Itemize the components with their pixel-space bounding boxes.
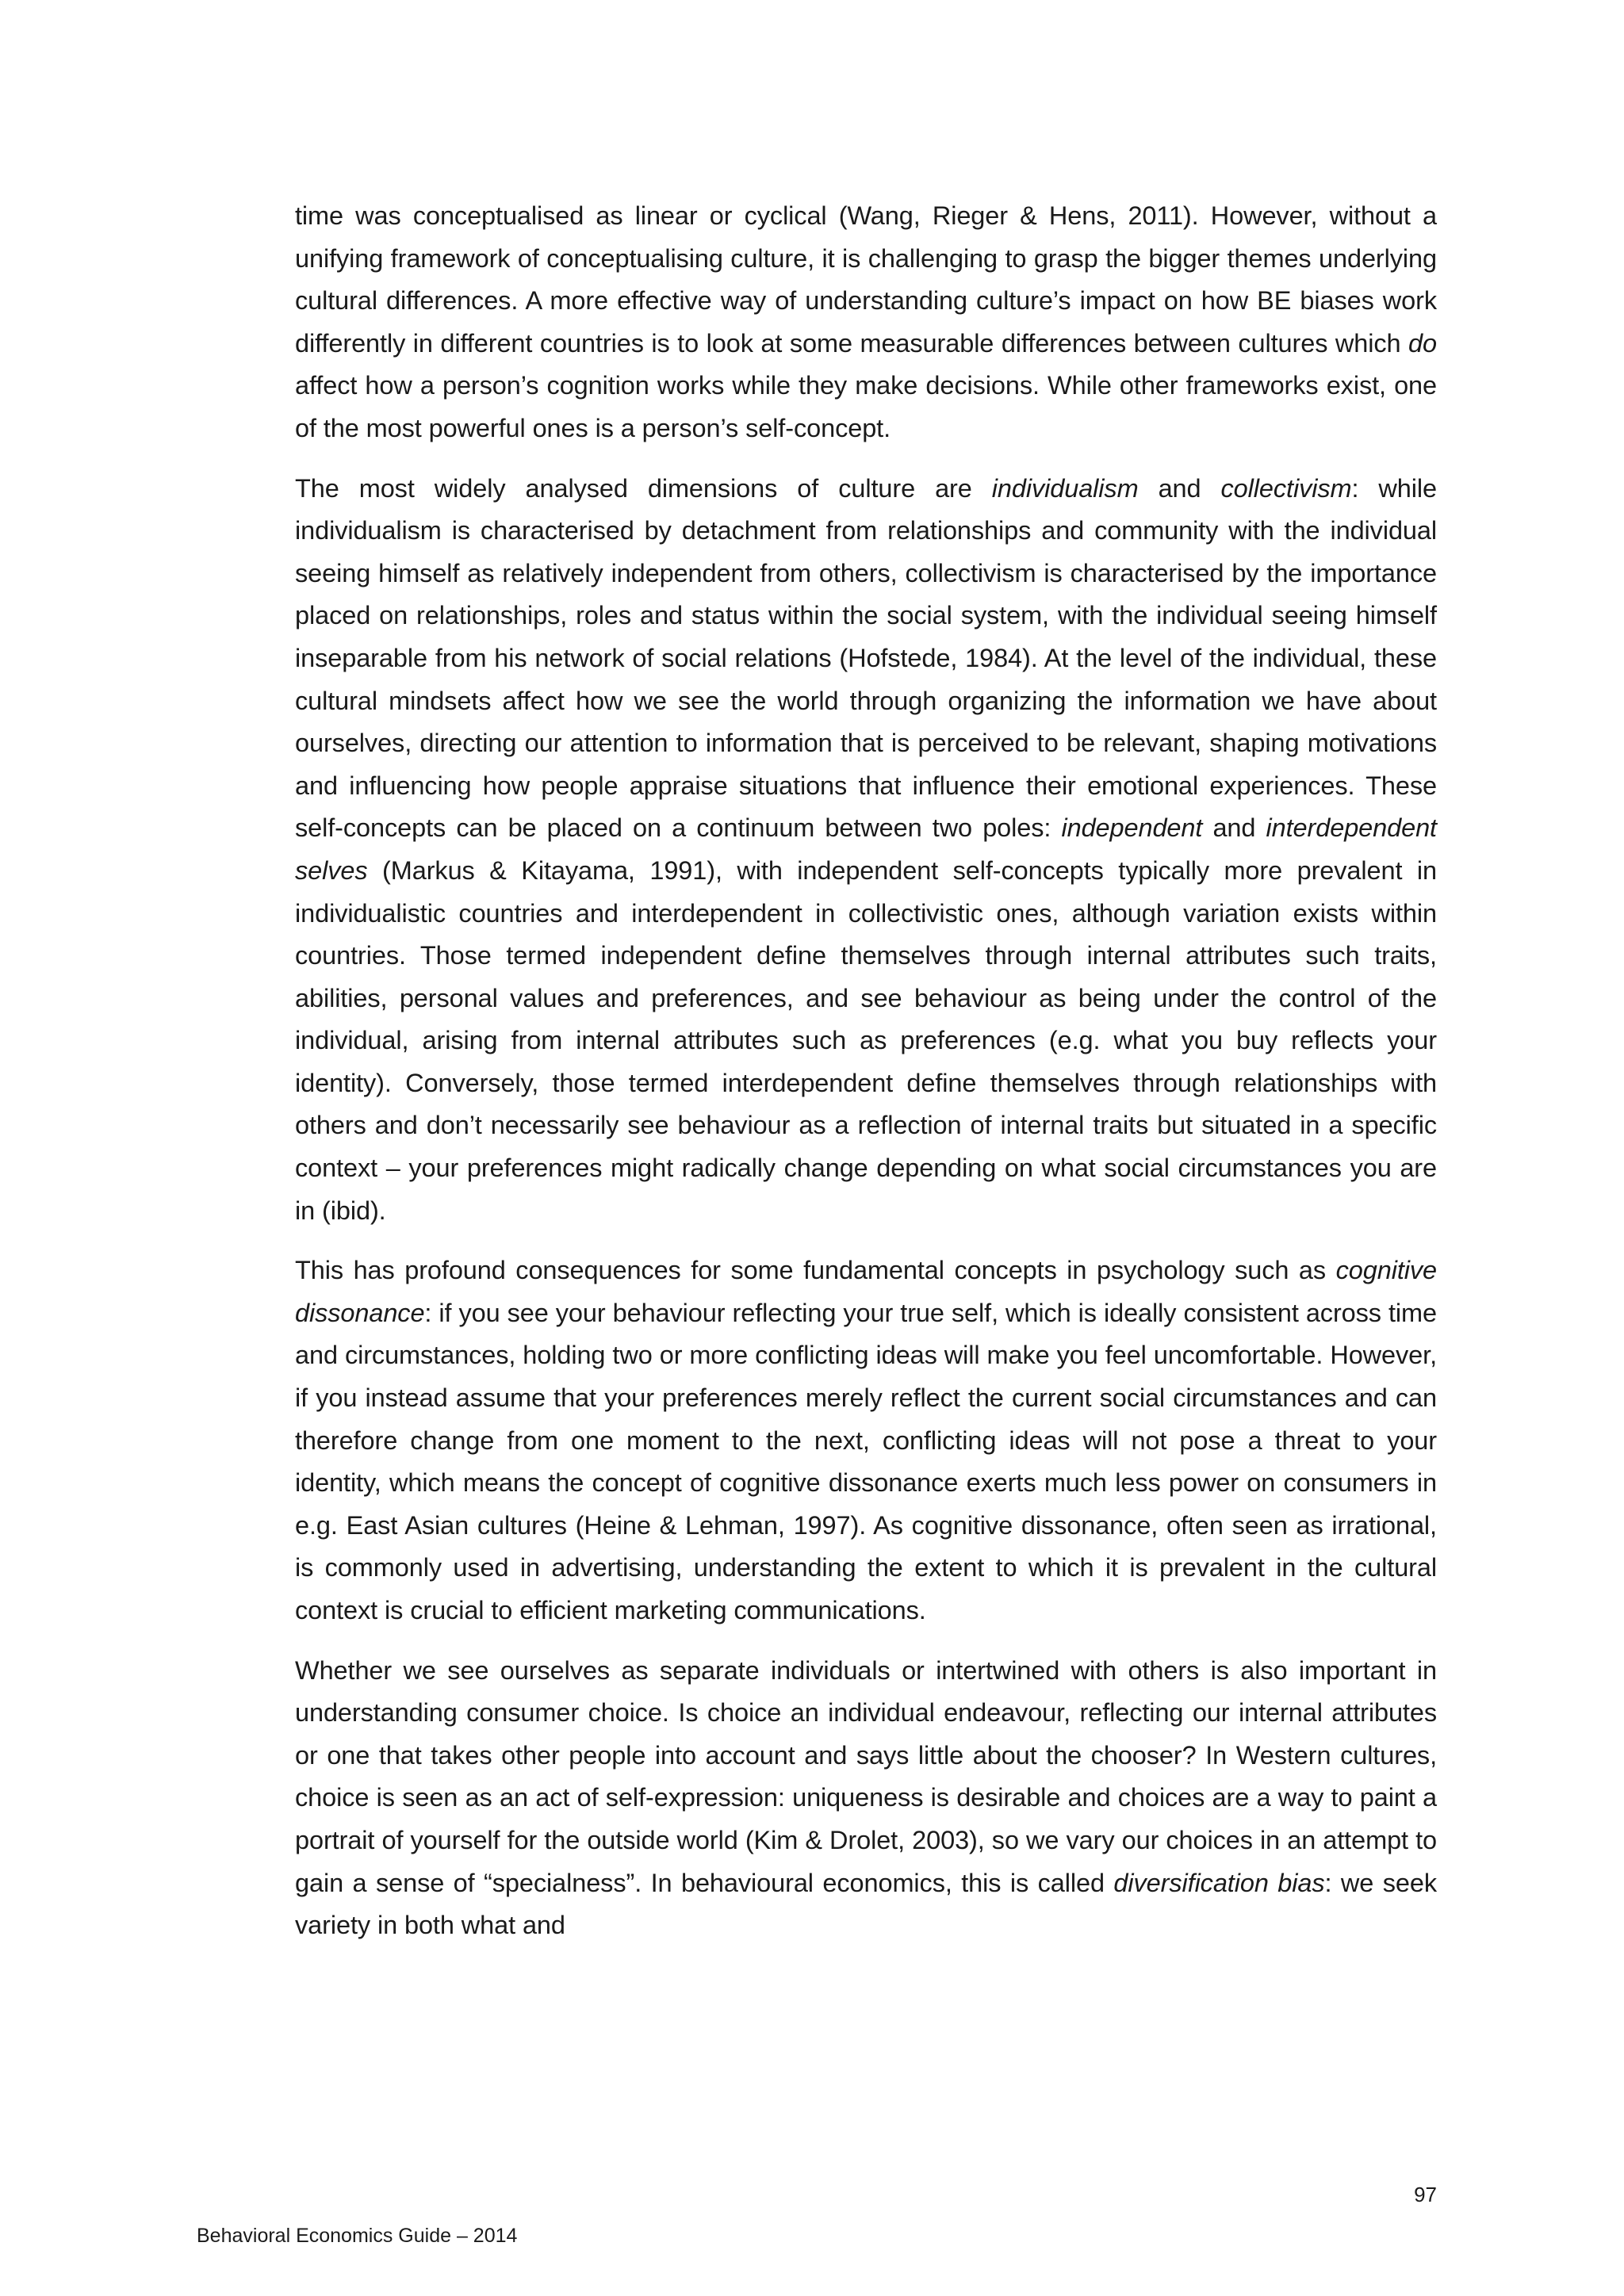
text-run: The most widely analysed dimensions of culture are xyxy=(295,473,992,503)
text-run: Whether we see ourselves as separate individuals or intertwined with others is also important in understanding consumer choice. Is choice an individual endeavour, reflecting our internal attributes or one that takes other people into account and says little about the chooser? In Western cultures, choice is seen as an act of self-expression: uniqueness is desirable and choices are a way to paint a portrait of yourself for the outside world (Kim & Drolet, 2003), so we vary our choices in an attempt to gain a sense of “specialness”. In behavioural economics, this is called xyxy=(295,1655,1437,1897)
text-run: : while individualism is characterised by detachment from relationships and community with the individual seeing himself as relatively independent from others, collectivism is characterised by the importance placed on relationships, roles and status within the social system, with the individual seeing himself inseparable from his network of social relations (Hofstede, 1984). At the level of the individual, these cultural mindsets affect how we see the world through organizing the information we have about ourselves, directing our attention to information that is perceived to be relevant, shaping motivations and influencing how people appraise situations that influence their emotional experiences. These self-concepts can be placed on a continuum between two poles: xyxy=(295,473,1437,843)
italic-run: do xyxy=(1408,328,1437,358)
document-body xyxy=(295,195,1437,1965)
italic-run: individualism xyxy=(991,473,1139,503)
paragraph xyxy=(295,195,1437,450)
text-run: time was conceptualised as linear or cyclical (Wang, Rieger & Hens, 2011). However, without a unifying framework of conceptualising culture, it is challenging to grasp the bigger themes underlying cultural differences. A more effective way of understanding culture’s impact on how BE biases work differently in different countries is to look at some measurable differences between cultures which xyxy=(295,201,1437,358)
italic-run: independent xyxy=(1061,813,1203,843)
paragraph xyxy=(295,468,1437,1233)
italic-run: interdependent selves xyxy=(295,813,1437,885)
page-number: 97 xyxy=(1414,2183,1437,2206)
paragraph xyxy=(295,1249,1437,1632)
footer-publication-title: Behavioral Economics Guide – 2014 xyxy=(197,2225,518,2247)
text-run: : if you see your behaviour reflecting your true self, which is ideally consistent across time and circumstances, holding two or more conflicting ideas will make you feel uncomfortable. However, if you instead assume that your preferences merely reflect the current social circumstances and can therefore change from one moment to the next, conflicting ideas will not pose a threat to your identity, which means the concept of cognitive dissonance exerts much less power on consumers in e.g. East Asian cultures (Heine & Lehman, 1997). As cognitive dissonance, often seen as irrational, is commonly used in advertising, understanding the extent to which it is prevalent in the cultural context is crucial to efficient marketing communications. xyxy=(295,1298,1437,1624)
text-run: : we seek variety in both what and xyxy=(295,1868,1437,1940)
italic-run: cognitive dissonance xyxy=(295,1256,1437,1327)
text-run: affect how a person’s cognition works while they make decisions. While other frameworks exist, one of the most powerful ones is a person’s self-concept. xyxy=(295,371,1437,442)
italic-run: collectivism xyxy=(1220,473,1352,503)
text-run: and xyxy=(1202,813,1266,843)
italic-run: diversification bias xyxy=(1113,1868,1325,1897)
paragraph xyxy=(295,1650,1437,1947)
text-run: and xyxy=(1138,473,1221,503)
text-run: (Markus & Kitayama, 1991), with independent self-concepts typically more prevalent in individualistic countries and interdependent in collectivistic ones, although variation exists within countries. Those termed independent define themselves through internal attributes such traits, abilities, personal values and preferences, and see behaviour as being under the control of the individual, arising from internal attributes such as preferences (e.g. what you buy reflects your identity). Conversely, those termed interdependent define themselves through relationships with others and don’t necessarily see behaviour as a reflection of internal traits but situated in a specific context – your preferences might radically change depending on what social circumstances you are in (ibid). xyxy=(295,855,1437,1225)
text-run: This has profound consequences for some fundamental concepts in psychology such as xyxy=(295,1256,1336,1285)
